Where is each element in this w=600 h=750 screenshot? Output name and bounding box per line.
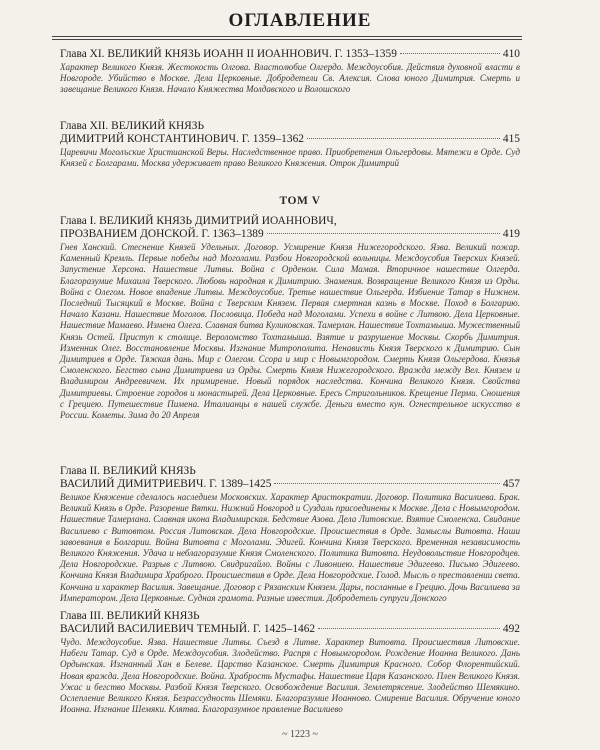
chapter-summary: Гнев Ханский. Стеснение Князей Удельных. Договор. Усмирение Князя Нижегородского. Язва. Великий пожар. Каменный Кремль. Первые победы над Моголами. Разбои Новгородской вольницы. Междоусобия Тверских Князей. Запустение Херсона. Нашествие Литвы. Война с Орденом. Сила Мамая. Вторичное нашествие Олгерда. Благоразумие Михаила Тверского. Любовь народная к Димитрию. Знамения. Возвращение Великого Князя из Орды. Война с Олегом. Новое впадение Литвы. Междоусобие. Третье нашествие Ольгерда. Избиение Татар в Нижнем. Последний Тысяцкий в Москве. Война с Тверским Князем. Первая смертная казнь в Москве. Поход в Болгарию. Начало Казани. Нашествие Моголов. Пословица. Победа над Моголами. Успехи в войне с Литвою. Дела Церковные. Нашествие Мамаево. Измена Олега. Славная битва Куликовская. Тамерлан. Нашествие Тохтамыша. Мужественный Князь Остей. Приступ к столице. Вероломство Тохтамыша. Взятие и разрушение Москвы. Скорбь Димитрия. Изменник Олег. Восстановление Москвы. Изгнание Митрополита. Ненависть Князя Тверского к Димитрию. Сын Димитриев в Орде. Тяжкая дань. Мир с Олегом. Ссора и мир с Новымгородом. Смерть Князя Ольгердова. Князья Смоленского. Бегство сына Димитриева из Орды. Смерть Князя Нижегородского. Вражда между Вел. Князем и Владимиром Андреевичем. Их примирение. Новый порядок наследства. Кончина Великого Князя. Свойства Димитриевы. Строение городов и монастырей. Дела Церковные. Ересь Стригольников. Крещение Перми. Сношения с Грециею. Путешествие Пимена. Италианцы в нашей службе. Деньги вместо кун. Огнестрельное искусство в России. Кометы. Зима до 20 Апреля <box>60 242 520 421</box>
chapter-summary: Чудо. Междоусобие. Язва. Нашествие Литвы. Съезд в Литве. Характер Витовта. Происшествия Литовские. Набеги Татар. Суд в Орде. Междоусобия. Злодейство. Распря с Новымгородом. Рождение Иоанна Великого. Дань Ордынская. Изгнанный Хан в Белеве. Царство Казанское. Смерть Димитрия Красного. Собор Флорентийский. Новая вражда. Дела Новгородские. Война. Храбрость Мустафы. Нашествие Царя Казанского. Плен Великого Князя. Ужас и бегство Москвы. Разбой Князя Тверского. Освобождение Василия. Землетрясение. Злодейство Шемякино. Ослепление Великого Князя. Безрассудность Шемяки. Благоразумие Иоанново. Смирение Василия. Обручение юного Иоанна. Изгнание Шемяки. Клятва. Благоразумное правление Василиево <box>60 637 520 715</box>
toc-title: ОГЛАВЛЕНИЕ <box>228 10 372 31</box>
page-footer: ~ 1223 ~ <box>282 729 318 740</box>
volume-heading: ТОМ V <box>279 195 321 207</box>
chapter-title-line: Глава III. ВЕЛИКИЙ КНЯЗЬ <box>60 610 200 622</box>
toc-entry[interactable] <box>60 120 520 169</box>
page-number: 419 <box>502 228 520 240</box>
chapter-heading <box>60 120 520 146</box>
page-number: 457 <box>502 478 520 490</box>
chapter-title-line: ДИМИТРИЙ КОНСТАНТИНОВИЧ. Г. 1359–1362 <box>60 133 304 145</box>
chapter-summary: Характер Великого Князя. Жестокость Олгова. Властолюбие Олгердо. Междоусобия. Действия духовной власти в Новгороде. Убийство в Москве. Дела Церковные. Добродетели Св. Алексия. Слова юного Димитрия. Смерть и завещание Великого Князя. Начало Княжества Молдавского и Волошского <box>60 62 520 95</box>
chapter-title-line: ВАСИЛИЙ ДИМИТРИЕВИЧ. Г. 1389–1425 <box>60 478 272 490</box>
dot-leader <box>318 627 500 629</box>
page-number: 492 <box>502 623 520 635</box>
toc-entry[interactable] <box>60 465 520 604</box>
chapter-heading <box>60 215 520 241</box>
chapter-summary: Царевичи Моголъские Христианской Веры. Наследственное право. Приобретения Ольгердовы. Мятежи в Орде. Суд Князей с Болгарами. Москва удерживает право Великого Княжения. Отрок Димитрий <box>60 147 520 169</box>
chapter-heading <box>60 610 520 636</box>
chapter-heading <box>60 48 520 61</box>
chapter-title-line: ПРОЗВАНИЕМ ДОНСКОЙ. Г. 1363–1389 <box>60 228 264 240</box>
dot-leader <box>400 52 500 54</box>
chapter-title-line: Глава I. ВЕЛИКИЙ КНЯЗЬ ДИМИТРИЙ ИОАННОВИЧ, <box>60 215 337 227</box>
dot-leader <box>267 232 500 234</box>
dot-leader <box>307 137 500 139</box>
toc-entry[interactable] <box>60 215 520 421</box>
dot-leader <box>274 482 500 484</box>
chapter-title-line: Глава XI. ВЕЛИКИЙ КНЯЗЬ ИОАНН II ИОАННОВИЧ. Г. 1353–1359 <box>60 48 397 60</box>
chapter-title-line: Глава II. ВЕЛИКИЙ КНЯЗЬ <box>60 465 196 477</box>
chapter-title-line: Глава XII. ВЕЛИКИЙ КНЯЗЬ <box>60 120 205 132</box>
chapter-heading <box>60 465 520 491</box>
title-rule-double <box>52 39 522 40</box>
toc-entry[interactable] <box>60 610 520 715</box>
chapter-summary: Великое Княжение сделалось наследием Московских. Характер Аристократии. Договор. Политика Василиева. Брак. Великий Князь в Орде. Разорение Вятки. Нижний Новгород и Суздаль присоединены к Москве. Дела с Новымгородом. Нашествие Тамерлана. Славная икона Владимирская. Бедствие Азова. Дела Литовские. Взятие Смоленска. Свидание Василиево с Витовтом. Россия Литовская. Дела Новгородские. Происшествия в Орде. Замыслы Витовта. Наши завоевания в Болгарии. Война Витовта с Моголами. Эдигей. Кончина Князя Тверского. Временная независимость Великого Княжения. Удача и неблагоразумие Князя Смоленского. Политика Витовта. Неудовольствие Новгородцев. Дела Новгородские. Разрыв с Литвою. Свидригайло. Войны с Ливониею. Нашествие Эдигеево. Письмо Эдигеево. Кончина Князя Владимира Храброго. Происшествия в Орде. Дела Новгородские. Голод. Мысль о преставлении света. Кончина и характер Василия. Завещание. Договор с Рязанским Князем. Дары, посланные в Грецию. Дочь Василиева за Императором. Дела Церковные. Судная грамота. Разные известия. Добродетель супруги Донского <box>60 492 520 603</box>
title-rule <box>52 36 522 37</box>
page-number: 410 <box>502 48 520 60</box>
toc-entry[interactable] <box>60 48 520 96</box>
chapter-title-line: ВАСИЛИЙ ВАСИЛИЕВИЧ ТЕМНЫЙ. Г. 1425–1462 <box>60 623 316 635</box>
page-number: 415 <box>502 133 520 145</box>
